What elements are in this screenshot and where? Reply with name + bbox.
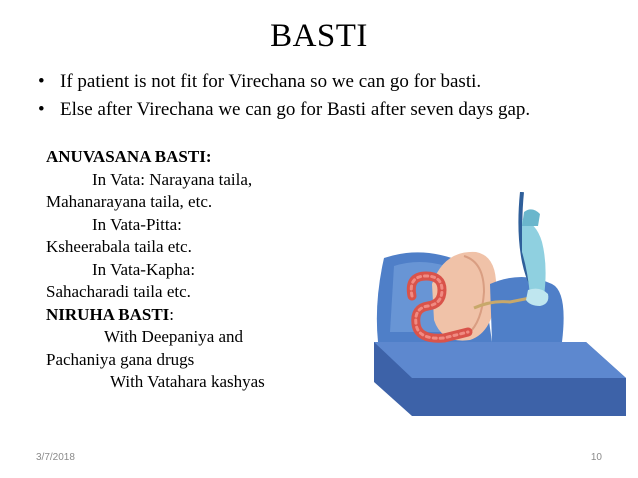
vata-continuation: Mahanarayana taila, etc. bbox=[46, 192, 213, 211]
niruha-colon: : bbox=[169, 304, 175, 324]
bullet-text: Else after Virechana we can go for Basti after seven days gap. bbox=[60, 99, 531, 120]
slide-title: BASTI bbox=[270, 18, 368, 54]
anuvasana-heading: ANUVASANA BASTI: bbox=[46, 147, 212, 166]
body-text bbox=[46, 146, 346, 394]
niruha-heading: NIRUHA BASTI bbox=[46, 304, 170, 324]
bullet-dot-icon: • bbox=[38, 99, 45, 120]
bullet-dot-icon: • bbox=[38, 71, 45, 92]
footer-date: 3/7/2018 bbox=[36, 452, 75, 463]
vata-pitta-continuation: Ksheerabala taila etc. bbox=[46, 237, 192, 256]
enema-procedure-illustration bbox=[372, 192, 628, 418]
vata-kapha-continuation: Sahacharadi taila etc. bbox=[46, 282, 191, 301]
pachaniya-line: Pachaniya gana drugs bbox=[46, 349, 195, 369]
vata-line: In Vata: Narayana taila, bbox=[92, 169, 253, 189]
bullet-item bbox=[38, 98, 628, 121]
bullet-text: If patient is not fit for Virechana so we can go for basti. bbox=[60, 71, 482, 92]
niruha-heading-line bbox=[46, 304, 346, 327]
vata-kapha-line: In Vata-Kapha: bbox=[92, 259, 196, 279]
vata-pitta-line: In Vata-Pitta: bbox=[92, 214, 182, 234]
footer-page-number: 10 bbox=[590, 452, 602, 463]
deepaniya-line: With Deepaniya and bbox=[104, 327, 244, 346]
bullet-list bbox=[38, 70, 628, 126]
vatahara-line: With Vatahara kashyas bbox=[110, 372, 265, 391]
bullet-item bbox=[38, 70, 628, 93]
